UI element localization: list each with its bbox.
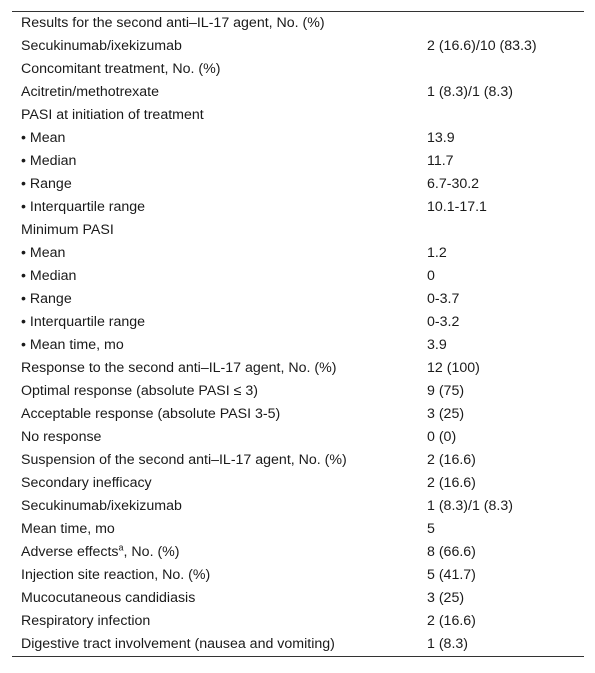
row-label: Secukinumab/ixekizumab bbox=[21, 498, 182, 514]
row-label: PASI at initiation of treatment bbox=[21, 107, 204, 123]
footnote-marker: a bbox=[118, 542, 124, 553]
row-value: 2 (16.6) bbox=[427, 475, 476, 491]
table-row bbox=[12, 150, 584, 173]
row-value: 1 (8.3)/1 (8.3) bbox=[427, 498, 513, 514]
row-value: 11.7 bbox=[427, 153, 454, 169]
row-value: 13.9 bbox=[427, 130, 455, 146]
table-row bbox=[12, 35, 584, 58]
row-value: 9 (75) bbox=[427, 383, 465, 399]
row-value: 3 (25) bbox=[427, 590, 465, 606]
results-table bbox=[12, 12, 584, 656]
table-row bbox=[12, 610, 584, 633]
table-row bbox=[12, 173, 584, 196]
row-label: • Mean bbox=[21, 130, 66, 146]
table-row bbox=[12, 242, 584, 265]
results-table-container bbox=[12, 11, 584, 657]
table-row bbox=[12, 449, 584, 472]
row-value: 12 (100) bbox=[427, 360, 480, 376]
row-value bbox=[418, 58, 584, 81]
row-value: 2 (16.6) bbox=[427, 613, 476, 629]
table-row bbox=[12, 587, 584, 610]
table-row bbox=[12, 265, 584, 288]
table-row bbox=[12, 196, 584, 219]
row-label: Minimum PASI bbox=[21, 222, 114, 238]
row-label: • Mean bbox=[21, 245, 66, 261]
row-value: 0 (0) bbox=[427, 429, 457, 445]
row-label: Results for the second anti–IL-17 agent, No. (%) bbox=[21, 15, 325, 31]
table-row bbox=[12, 81, 584, 104]
row-value bbox=[418, 219, 584, 242]
table-row bbox=[12, 472, 584, 495]
row-value: 1 (8.3) bbox=[427, 636, 469, 652]
row-label: Concomitant treatment, No. (%) bbox=[21, 61, 221, 77]
row-label: • Interquartile range bbox=[21, 314, 146, 330]
table-row bbox=[12, 380, 584, 403]
row-label: Injection site reaction, No. (%) bbox=[21, 567, 211, 583]
row-label: Mean time, mo bbox=[21, 521, 115, 537]
row-label-suffix: , No. (%) bbox=[123, 544, 180, 560]
row-value bbox=[418, 104, 584, 127]
table-row bbox=[12, 357, 584, 380]
row-value: 5 bbox=[427, 521, 435, 537]
row-value: 0-3.2 bbox=[427, 314, 460, 330]
table-row bbox=[12, 334, 584, 357]
row-label: Mucocutaneous candidiasis bbox=[21, 590, 196, 606]
row-label: Acceptable response (absolute PASI 3-5) bbox=[21, 406, 281, 422]
table-row bbox=[12, 403, 584, 426]
row-value: 1 (8.3)/1 (8.3) bbox=[427, 84, 513, 100]
table-row bbox=[12, 633, 584, 656]
table-row bbox=[12, 288, 584, 311]
row-value: 2 (16.6)/10 (83.3) bbox=[427, 38, 537, 54]
row-value: 2 (16.6) bbox=[427, 452, 476, 468]
row-label: Secukinumab/ixekizumab bbox=[21, 38, 182, 54]
row-value: 1.2 bbox=[427, 245, 447, 261]
table-row bbox=[12, 426, 584, 449]
row-label: • Interquartile range bbox=[21, 199, 146, 215]
row-label: Response to the second anti–IL-17 agent, No. (%) bbox=[21, 360, 337, 376]
row-label: • Range bbox=[21, 176, 72, 192]
row-value: 0-3.7 bbox=[427, 291, 460, 307]
row-label: Adverse effects bbox=[21, 544, 119, 560]
row-label: • Range bbox=[21, 291, 72, 307]
row-label: Respiratory infection bbox=[21, 613, 151, 629]
row-label: Digestive tract involvement (nausea and vomiting) bbox=[21, 636, 335, 652]
row-value: 8 (66.6) bbox=[427, 544, 476, 560]
row-label: No response bbox=[21, 429, 102, 445]
row-value: 0 bbox=[427, 268, 435, 284]
row-value bbox=[418, 12, 584, 35]
table-row bbox=[12, 518, 584, 541]
row-value: 6.7-30.2 bbox=[427, 176, 480, 192]
row-label: • Median bbox=[21, 268, 77, 284]
table-row bbox=[12, 127, 584, 150]
row-value: 3.9 bbox=[427, 337, 447, 353]
table-row bbox=[12, 219, 584, 242]
table-row bbox=[12, 12, 584, 35]
row-label: Secondary inefficacy bbox=[21, 475, 152, 491]
row-value: 3 (25) bbox=[427, 406, 465, 422]
table-row bbox=[12, 541, 584, 564]
row-label: Acitretin/methotrexate bbox=[21, 84, 159, 100]
table-row bbox=[12, 564, 584, 587]
row-label: Optimal response (absolute PASI ≤ 3) bbox=[21, 383, 258, 399]
table-row bbox=[12, 311, 584, 334]
row-label: • Mean time, mo bbox=[21, 337, 124, 353]
table-row bbox=[12, 104, 584, 127]
table-row bbox=[12, 495, 584, 518]
row-value: 10.1-17.1 bbox=[427, 199, 487, 215]
row-label-with-footnote bbox=[12, 541, 418, 564]
row-label: Suspension of the second anti–IL-17 agent, No. (%) bbox=[21, 452, 347, 468]
table-row bbox=[12, 58, 584, 81]
row-value: 5 (41.7) bbox=[427, 567, 476, 583]
row-label: • Median bbox=[21, 153, 77, 169]
